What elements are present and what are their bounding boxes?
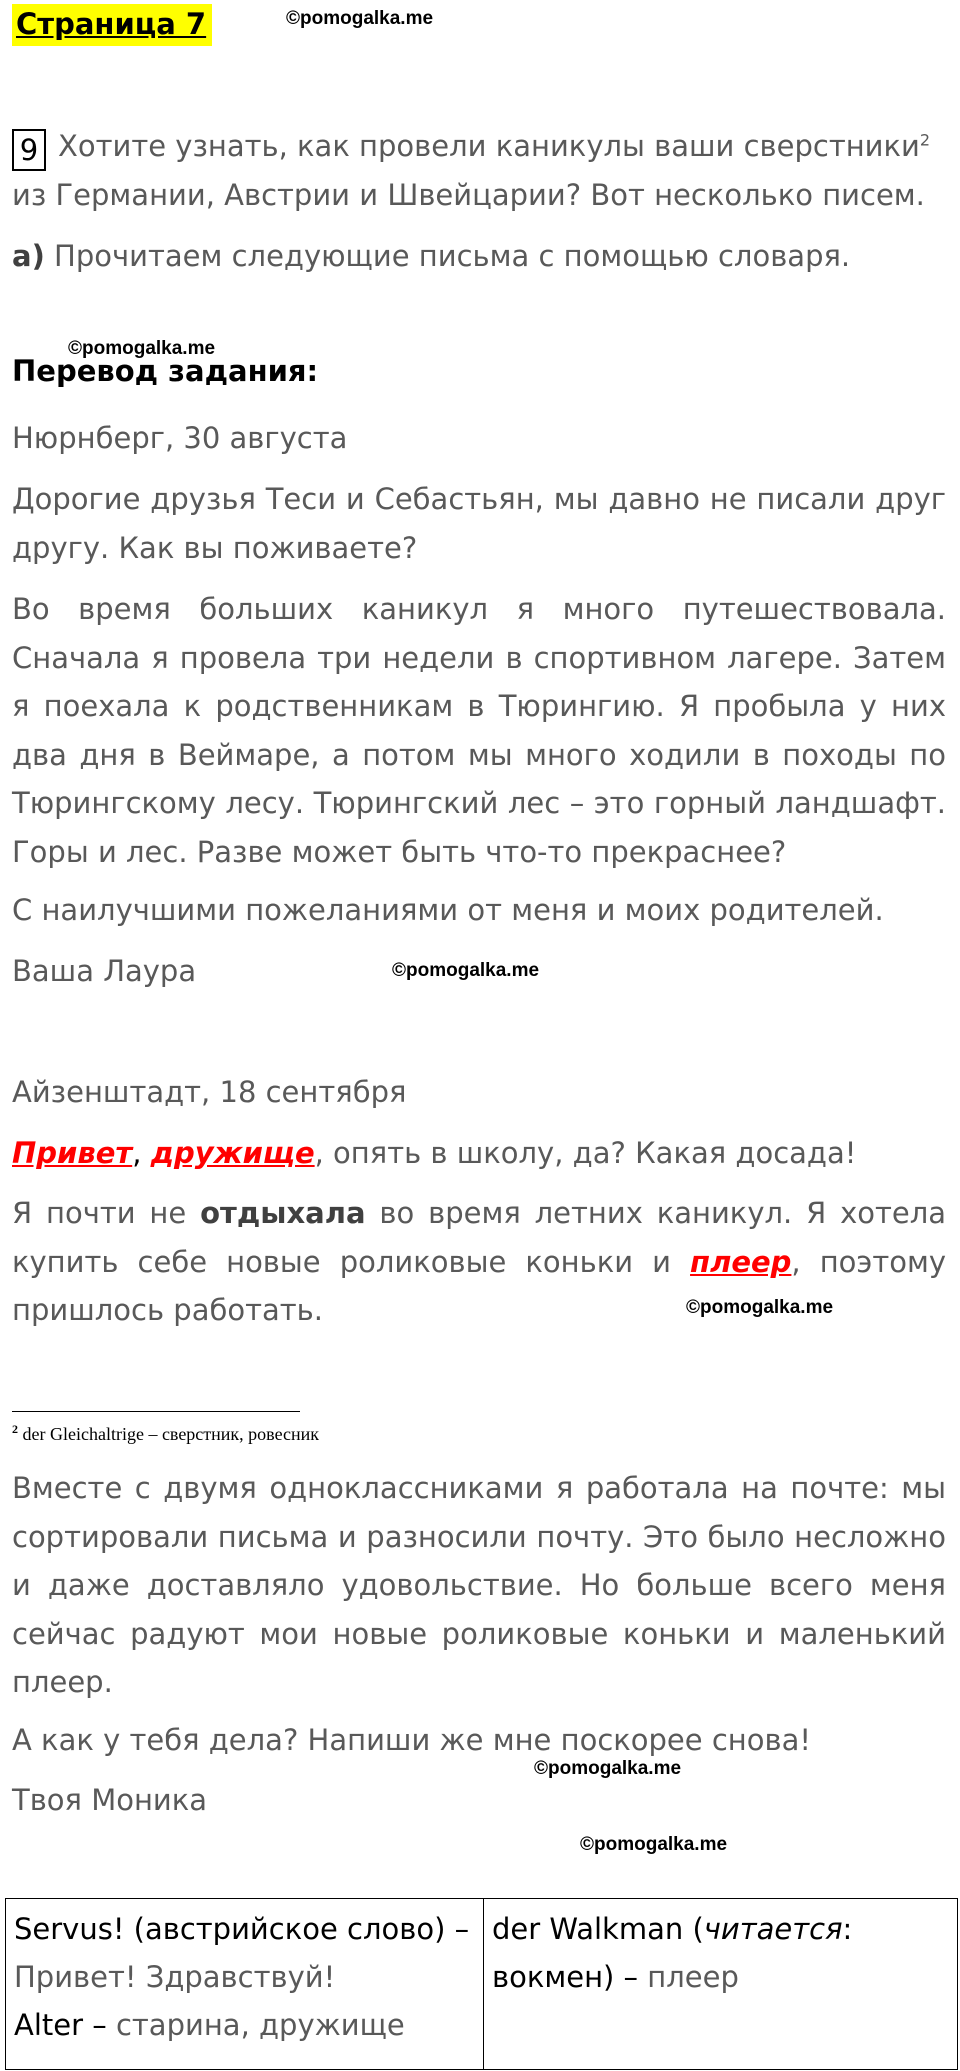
- vocab-cell-right: [484, 1899, 958, 2070]
- vocab-dash: –: [92, 2008, 107, 2042]
- greeting-rest: , опять в школу, да? Какая досада!: [314, 1136, 857, 1170]
- watermark: ©pomogalka.me: [686, 1297, 834, 1318]
- text: , поэтому пришлось работать.: [12, 1244, 946, 1327]
- subtask-label: а): [12, 239, 45, 273]
- task-text-1: Хотите узнать, как провели каникулы ваши сверстники: [58, 129, 920, 163]
- letter2-greeting: [12, 1129, 946, 1178]
- footnote-ref: 2: [919, 130, 931, 150]
- footnote-number: 2: [12, 1422, 18, 1436]
- vocab-word: Alter: [14, 2008, 84, 2042]
- translation-heading: Перевод задания:: [12, 354, 319, 388]
- letter1-signature: Ваша Лаура: [12, 954, 197, 988]
- watermark: ©pomogalka.me: [534, 1758, 682, 1779]
- footnote-rule: [12, 1411, 300, 1412]
- page-title: Страница 7: [12, 4, 212, 46]
- vocab-note: читается: [703, 1912, 843, 1946]
- footnote: [12, 1422, 319, 1445]
- watermark: ©pomogalka.me: [580, 1834, 728, 1855]
- letter2-paragraph-2: Вместе с двумя одноклассниками я работала на почте: мы сортировали письма и разносили почту. Это было несложно и даже доставляло удовольствие. Но больше всего меня сейчас радуют мои новые роликовые коньки и маленький плеер.: [12, 1471, 946, 1699]
- vocabulary-table: [5, 1898, 958, 2070]
- highlight-word: дружище: [150, 1136, 315, 1170]
- letter1-closing: С наилучшими пожеланиями от меня и моих родителей.: [12, 893, 884, 927]
- highlight-word: Привет: [12, 1136, 133, 1170]
- letter2-signature: Твоя Моника: [12, 1783, 208, 1817]
- subtask-text: Прочитаем следующие письма с помощью словаря.: [54, 239, 851, 273]
- task-intro: [12, 122, 946, 220]
- vocab-pronunciation: вокмен) –: [492, 1960, 639, 1994]
- vocab-translation: старина, дружище: [115, 2008, 405, 2042]
- letter1-place-date: Нюрнберг, 30 августа: [12, 421, 348, 455]
- bold-word: отдыхала: [200, 1196, 366, 1230]
- text: во время летних каникул. Я хотела купить себе новые роликовые коньки и: [12, 1196, 947, 1279]
- watermark: ©pomogalka.me: [286, 8, 434, 29]
- watermark: ©pomogalka.me: [392, 960, 540, 981]
- vocab-translation: плеер: [647, 1960, 739, 1994]
- letter1-body: Во время больших каникул я много путешествовала. Сначала я провела три недели в спортивном лагере. Затем я поехала к родственникам в Тюрингию. Я пробыла у них два дня в Веймаре, а потом мы много ходили в походы по Тюрингскому лесу. Тюрингский лес – это горный ландшафт. Горы и лес. Разве может быть что-то прекраснее?: [12, 592, 946, 869]
- footnote-text: der Gleichaltrige – сверстник, ровесник: [22, 1424, 320, 1444]
- task-number: 9: [12, 129, 46, 171]
- task-text-2: из Германии, Австрии и Швейцарии? Вот несколько писем.: [12, 178, 925, 212]
- vocab-word: Servus! (австрийское слово) –: [14, 1912, 470, 1946]
- vocab-translation: Привет! Здравствуй!: [14, 1960, 336, 1994]
- letter2-place-date: Айзенштадт, 18 сентября: [12, 1075, 407, 1109]
- highlight-word: плеер: [690, 1244, 792, 1279]
- vocab-cell-left: [6, 1899, 484, 2070]
- separator: ,: [132, 1136, 142, 1170]
- subtask: [12, 232, 946, 281]
- vocab-word: der Walkman (: [492, 1912, 704, 1946]
- watermark: ©pomogalka.me: [68, 338, 216, 359]
- letter1-greeting: Дорогие друзья Теси и Себастьян, мы давно не писали друг другу. Как вы поживаете?: [12, 482, 946, 565]
- vocab-colon: :: [842, 1912, 853, 1946]
- letter2-closing: А как у тебя дела? Напиши же мне поскорее снова!: [12, 1723, 811, 1757]
- text: Я почти не: [12, 1196, 187, 1230]
